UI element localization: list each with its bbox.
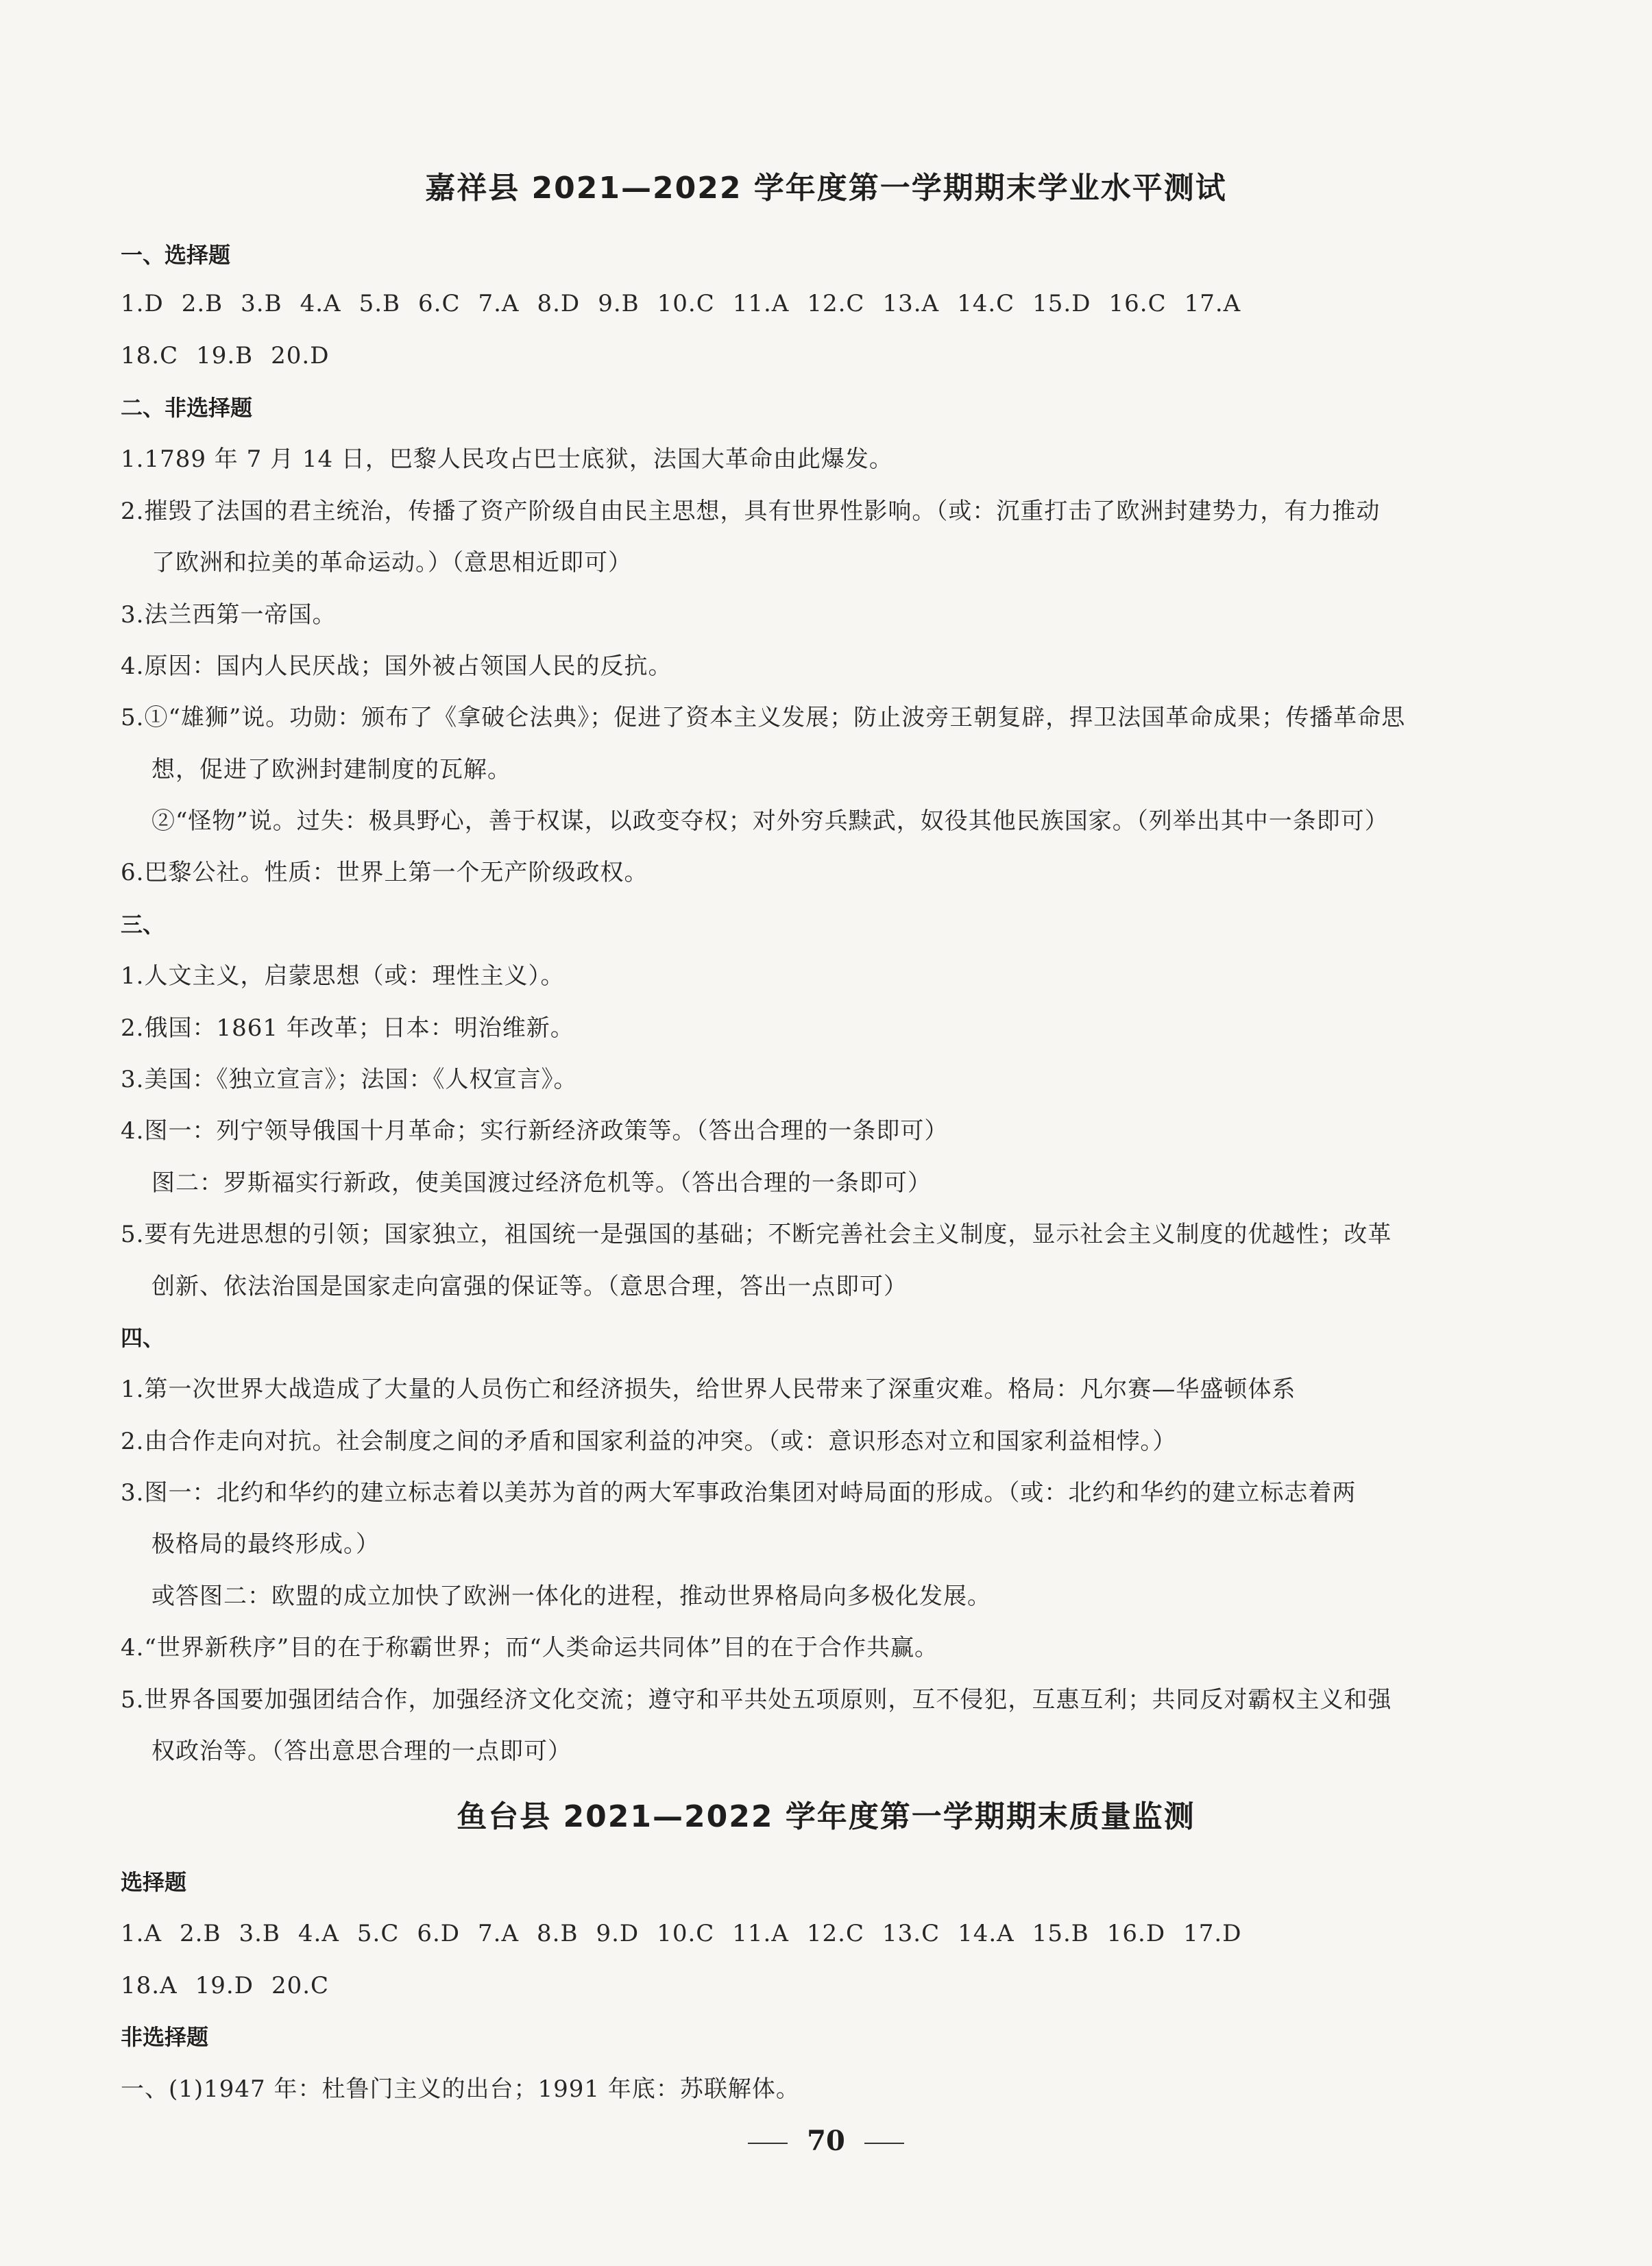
text-line: 1.1789 年 7 月 14 日，巴黎人民攻占巴士底狱，法国大革命由此爆发。	[121, 446, 893, 473]
footer-dash-right	[864, 2143, 904, 2144]
text-line: 想，促进了欧洲封建制度的瓦解。	[151, 756, 511, 783]
answer-item: 16.D	[1106, 1920, 1166, 1947]
section1-title: 嘉祥县 2021—2022 学年度第一学期期末学业水平测试	[425, 171, 1227, 206]
answer-item: 1.D	[121, 290, 164, 317]
answer-item: 18.A	[121, 1972, 178, 1999]
answer-item: 20.C	[271, 1972, 330, 1999]
section2-mc-row1	[121, 1920, 1259, 1947]
section1-part4-heading: 四、	[121, 1325, 165, 1351]
answer-item: 13.A	[882, 290, 940, 317]
answer-item: 1.A	[121, 1920, 162, 1947]
text-line: 极格局的最终形成。）	[151, 1531, 380, 1558]
section1-part3-heading: 三、	[121, 912, 165, 938]
answer-item: 12.C	[806, 1920, 864, 1947]
answer-item: 5.B	[359, 290, 401, 317]
text-line: 了欧洲和拉美的革命运动。）（意思相近即可）	[151, 549, 632, 576]
answer-item: 14.A	[958, 1920, 1015, 1947]
text-line: 1.人文主义，启蒙思想（或：理性主义）。	[121, 962, 565, 990]
answer-item: 5.C	[356, 1920, 400, 1947]
text-line: 图二：罗斯福实行新政，使美国渡过经济危机等。（答出合理的一条即可）	[151, 1169, 932, 1197]
answer-item: 8.B	[537, 1920, 579, 1947]
text-line: 3.图一：北约和华约的建立标志着以美苏为首的两大军事政治集团对峙局面的形成。（或：北约和华约的建立标志着两	[121, 1479, 1357, 1507]
answer-item: 10.C	[657, 290, 715, 317]
answer-item: 11.A	[732, 1920, 789, 1947]
text-line: 3.法兰西第一帝国。	[121, 601, 337, 629]
text-line: 2.摧毁了法国的君主统治，传播了资产阶级自由民主思想，具有世界性影响。（或：沉重打击了欧洲封建势力，有力推动	[121, 498, 1381, 525]
answer-item: 9.D	[596, 1920, 640, 1947]
answer-item: 3.B	[239, 1920, 280, 1947]
answer-item: 17.A	[1184, 290, 1241, 317]
page-number: 70	[807, 2125, 845, 2157]
text-line: 2.由合作走向对抗。社会制度之间的矛盾和国家利益的冲突。（或：意识形态对立和国家利益相悖。）	[121, 1428, 1177, 1455]
answer-item: 8.D	[537, 290, 581, 317]
text-line: 1.第一次世界大战造成了大量的人员伤亡和经济损失，给世界人民带来了深重灾难。格局：凡尔赛—华盛顿体系	[121, 1376, 1296, 1403]
text-line: 5.要有先进思想的引领；国家独立，祖国统一是强国的基础；不断完善社会主义制度，显示社会主义制度的优越性；改革	[121, 1221, 1392, 1248]
answer-item: 19.B	[196, 342, 254, 369]
answer-item: 19.D	[195, 1972, 254, 1999]
section2-title: 鱼台县 2021—2022 学年度第一学期期末质量监测	[457, 1799, 1195, 1834]
answer-item: 17.D	[1183, 1920, 1242, 1947]
answer-item: 13.C	[882, 1920, 940, 1947]
section1-mc-row2	[121, 342, 348, 369]
text-line: 或答图二：欧盟的成立加快了欧洲一体化的进程，推动世界格局向多极化发展。	[151, 1583, 991, 1610]
answer-item: 10.C	[657, 1920, 715, 1947]
answer-item: 6.D	[417, 1920, 461, 1947]
text-line: 创新、依法治国是国家走向富强的保证等。（意思合理，答出一点即可）	[151, 1273, 908, 1300]
text-line: 2.俄国：1861 年改革；日本：明治维新。	[121, 1014, 574, 1042]
section2-mc-heading: 选择题	[121, 1869, 187, 1895]
text-line: 一、(1)1947 年：杜鲁门主义的出台；1991 年底：苏联解体。	[121, 2075, 800, 2103]
answer-item: 7.A	[478, 1920, 520, 1947]
answer-item: 16.C	[1108, 290, 1167, 317]
text-line: 5.①“雄狮”说。功勋：颁布了《拿破仑法典》；促进了资本主义发展；防止波旁王朝复辟，捍卫法国革命成果；传播革命思	[121, 704, 1406, 731]
answer-item: 12.C	[807, 290, 865, 317]
page-footer	[0, 2125, 1652, 2157]
section1-mc-heading: 一、选择题	[121, 242, 231, 268]
text-line: ②“怪物”说。过失：极具野心，善于权谋，以政变夺权；对外穷兵黩武，奴役其他民族国家。（列举出其中一条即可）	[151, 807, 1389, 835]
answer-item: 4.A	[297, 1920, 339, 1947]
text-line: 4.原因：国内人民厌战；国外被占领国人民的反抗。	[121, 653, 672, 680]
answer-item: 6.C	[418, 290, 461, 317]
answer-item: 9.B	[598, 290, 640, 317]
answer-item: 4.A	[300, 290, 341, 317]
section2-mc-row2	[121, 1972, 347, 1999]
answer-item: 7.A	[478, 290, 520, 317]
answer-item: 14.C	[957, 290, 1015, 317]
answer-item: 3.B	[241, 290, 282, 317]
answer-item: 11.A	[732, 290, 790, 317]
section1-part2-heading: 二、非选择题	[121, 395, 253, 421]
answer-item: 15.B	[1032, 1920, 1089, 1947]
text-line: 3.美国：《独立宣言》；法国：《人权宣言》。	[121, 1066, 578, 1093]
answer-item: 15.D	[1032, 290, 1091, 317]
answer-item: 2.B	[181, 290, 223, 317]
answer-item: 18.C	[121, 342, 179, 369]
text-line: 权政治等。（答出意思合理的一点即可）	[151, 1738, 572, 1765]
answer-item: 20.D	[271, 342, 330, 369]
text-line: 4.“世界新秩序”目的在于称霸世界；而“人类命运共同体”目的在于合作共赢。	[121, 1634, 938, 1661]
text-line: 5.世界各国要加强团结合作，加强经济文化交流；遵守和平共处五项原则，互不侵犯，互惠互利；共同反对霸权主义和强	[121, 1686, 1392, 1714]
section1-mc-row1	[121, 290, 1259, 317]
answer-item: 2.B	[180, 1920, 221, 1947]
section2-part2-heading: 非选择题	[121, 2024, 209, 2050]
text-line: 4.图一：列宁领导俄国十月革命；实行新经济政策等。（答出合理的一条即可）	[121, 1117, 949, 1145]
text-line: 6.巴黎公社。性质：世界上第一个无产阶级政权。	[121, 859, 648, 886]
footer-dash-left	[748, 2143, 788, 2144]
